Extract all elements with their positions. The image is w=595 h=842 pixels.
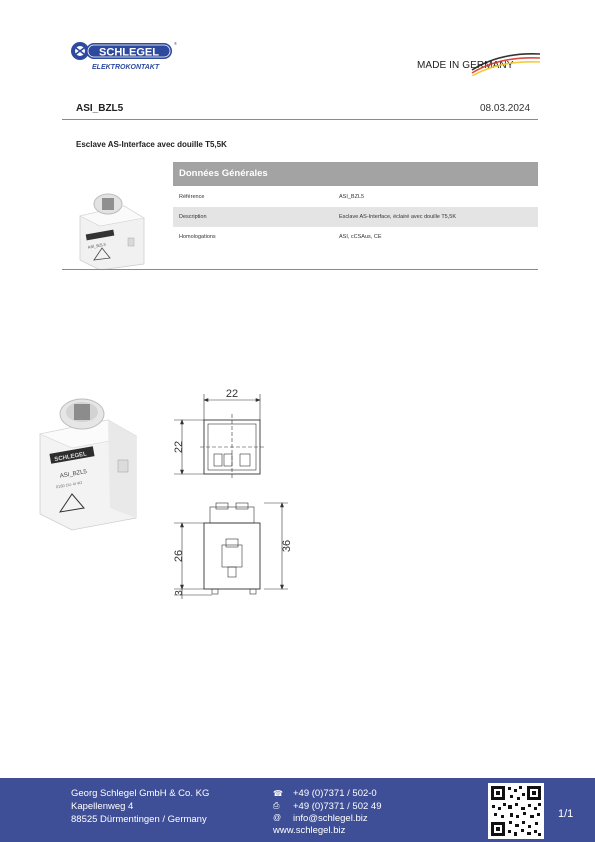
svg-text:ASI_BZL5: ASI_BZL5	[59, 469, 88, 480]
svg-text:®: ®	[174, 41, 177, 46]
table-header	[173, 162, 538, 186]
svg-text:ASI_BZL5: ASI_BZL5	[87, 241, 107, 250]
dim-top-width: 22	[225, 388, 239, 400]
germany-flag-swoosh	[470, 48, 542, 76]
product-thumbnail	[72, 188, 154, 270]
made-in-germany: MADE IN GERMANY	[417, 60, 514, 71]
divider	[62, 269, 538, 270]
product-title: Esclave AS-Interface avec douille T5,5K	[76, 140, 227, 149]
article-code: ASI_BZL5	[76, 103, 124, 114]
footer-fax: +49 (0)7371 / 502 49	[293, 801, 382, 812]
footer-city: 88525 Dürmentingen / Germany	[71, 814, 207, 825]
at-icon: @	[273, 813, 282, 822]
svg-text:SCHLEGEL: SCHLEGEL	[54, 451, 88, 464]
row-key: Description	[179, 214, 207, 220]
row-value: Esclave AS-Interface, éclairé avec douille T5,5K	[339, 214, 456, 220]
phone-icon: ☎	[273, 789, 283, 798]
dim-top-height: 22	[173, 440, 185, 454]
footer-street: Kapellenweg 4	[71, 801, 134, 812]
page-number: 1/1	[558, 808, 574, 820]
footer-website[interactable]: www.schlegel.biz	[273, 825, 346, 836]
dimension-drawing-top	[160, 380, 290, 480]
document-date: 08.03.2024	[480, 103, 531, 114]
svg-text:0180 DU 4I 4O: 0180 DU 4I 4O	[55, 479, 83, 490]
row-value: ASI, cCSAus, CE	[339, 234, 382, 240]
product-photo	[30, 390, 148, 540]
schlegel-logo	[70, 38, 180, 72]
footer-company: Georg Schlegel GmbH & Co. KG	[71, 788, 210, 799]
dim-side-height-b: 36	[281, 539, 293, 553]
table-row	[173, 227, 538, 247]
dimension-drawing-side	[160, 495, 300, 605]
dim-side-height-a: 26	[173, 549, 185, 563]
divider	[62, 119, 538, 120]
footer-email[interactable]: info@schlegel.biz	[293, 813, 368, 824]
row-key: Référence	[179, 194, 205, 200]
row-value: ASI_BZL5	[339, 194, 365, 200]
qr-code-icon[interactable]	[488, 783, 544, 839]
row-key: Homologations	[179, 234, 216, 240]
table-row	[173, 207, 538, 227]
footer-phone[interactable]: +49 (0)7371 / 502-0	[293, 788, 377, 799]
logo-tagline: ELEKTROKONTAKT	[92, 64, 160, 71]
fax-icon: ⎙	[273, 801, 280, 810]
table-heading: Données Générales	[179, 168, 268, 179]
table-row	[173, 187, 538, 207]
logo-brand-text: SCHLEGEL	[99, 46, 159, 59]
dim-side-offset: 3	[174, 590, 185, 596]
